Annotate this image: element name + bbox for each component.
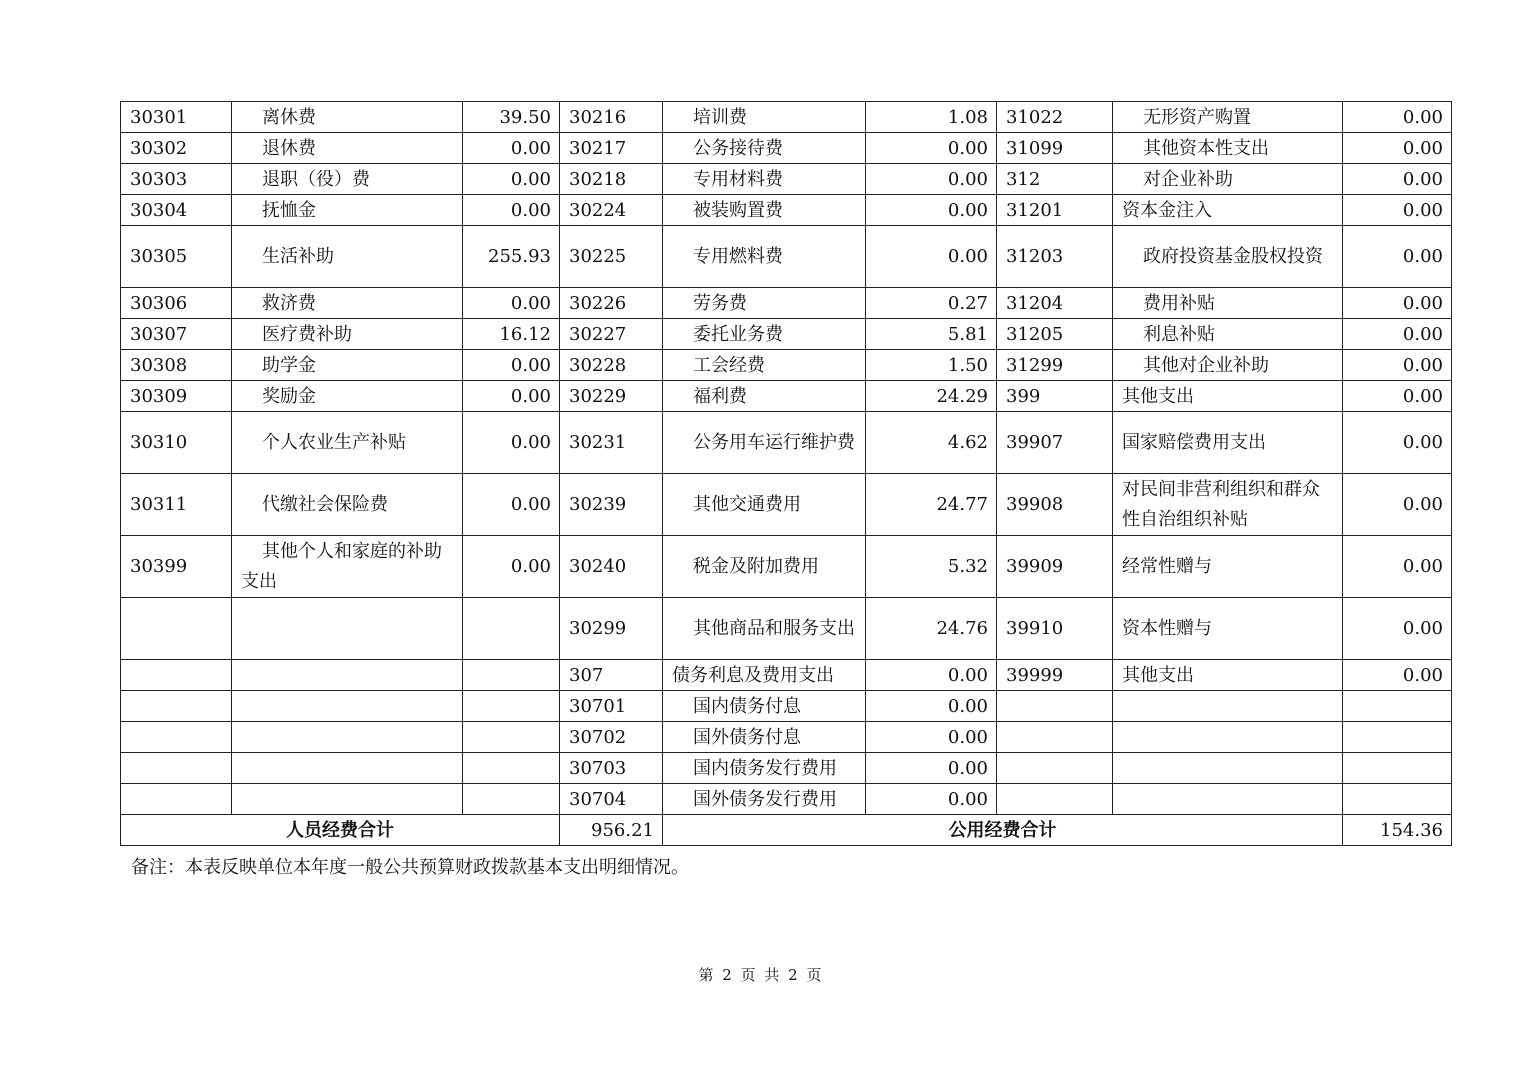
public-name-cell: 专用燃料费 [663, 226, 866, 288]
personnel-amount-cell: 0.00 [463, 288, 560, 319]
table-row [121, 598, 1452, 660]
public-code-cell: 30218 [560, 164, 663, 195]
public-amount-cell: 0.00 [866, 753, 997, 784]
public-amount-cell: 24.76 [866, 598, 997, 660]
personnel-amount-cell [463, 784, 560, 815]
table-row [121, 536, 1452, 598]
other-amount-cell: 0.00 [1343, 102, 1452, 133]
other-name-cell [1113, 691, 1343, 722]
other-code-cell [997, 691, 1113, 722]
other-code-cell: 39910 [997, 598, 1113, 660]
public-amount-cell: 0.00 [866, 133, 997, 164]
personnel-name-cell: 个人农业生产补贴 [232, 412, 463, 474]
other-name-cell: 对企业补助 [1113, 164, 1343, 195]
other-amount-cell [1343, 784, 1452, 815]
public-amount-cell: 5.32 [866, 536, 997, 598]
personnel-code-cell [121, 753, 232, 784]
personnel-code-cell: 30306 [121, 288, 232, 319]
public-name-cell: 专用材料费 [663, 164, 866, 195]
other-amount-cell: 0.00 [1343, 536, 1452, 598]
personnel-code-cell [121, 598, 232, 660]
personnel-code-cell: 30311 [121, 474, 232, 536]
public-amount-cell: 1.08 [866, 102, 997, 133]
other-amount-cell [1343, 722, 1452, 753]
public-code-cell: 30227 [560, 319, 663, 350]
public-code-cell: 30217 [560, 133, 663, 164]
public-name-cell: 公务用车运行维护费 [663, 412, 866, 474]
personnel-name-cell: 其他个人和家庭的补助支出 [232, 536, 463, 598]
personnel-amount-cell [463, 660, 560, 691]
personnel-amount-cell: 0.00 [463, 474, 560, 536]
table-row [121, 474, 1452, 536]
public-name-cell: 劳务费 [663, 288, 866, 319]
personnel-code-cell: 30399 [121, 536, 232, 598]
other-name-cell: 经常性赠与 [1113, 536, 1343, 598]
remark-note: 备注：本表反映单位本年度一般公共预算财政拨款基本支出明细情况。 [131, 857, 689, 878]
other-code-cell: 31299 [997, 350, 1113, 381]
table-row [121, 288, 1452, 319]
personnel-name-cell [232, 784, 463, 815]
personnel-amount-cell: 0.00 [463, 350, 560, 381]
personnel-amount-cell [463, 722, 560, 753]
public-code-cell: 30229 [560, 381, 663, 412]
personnel-code-cell [121, 722, 232, 753]
table-row [121, 226, 1452, 288]
other-code-cell: 31099 [997, 133, 1113, 164]
other-amount-cell: 0.00 [1343, 226, 1452, 288]
public-code-cell: 30702 [560, 722, 663, 753]
personnel-name-cell: 抚恤金 [232, 195, 463, 226]
table-body [121, 102, 1452, 846]
other-code-cell: 312 [997, 164, 1113, 195]
public-amount-cell: 0.00 [866, 164, 997, 195]
personnel-name-cell: 退职（役）费 [232, 164, 463, 195]
personnel-name-cell [232, 598, 463, 660]
public-total-value: 154.36 [1343, 815, 1452, 846]
personnel-code-cell: 30302 [121, 133, 232, 164]
other-code-cell: 399 [997, 381, 1113, 412]
public-code-cell: 30703 [560, 753, 663, 784]
personnel-code-cell [121, 784, 232, 815]
table-row [121, 195, 1452, 226]
personnel-name-cell: 救济费 [232, 288, 463, 319]
other-name-cell: 其他支出 [1113, 660, 1343, 691]
other-amount-cell [1343, 691, 1452, 722]
other-code-cell [997, 722, 1113, 753]
other-name-cell [1113, 753, 1343, 784]
personnel-code-cell: 30309 [121, 381, 232, 412]
public-name-cell: 其他商品和服务支出 [663, 598, 866, 660]
public-name-cell: 债务利息及费用支出 [663, 660, 866, 691]
other-name-cell [1113, 722, 1343, 753]
other-name-cell [1113, 784, 1343, 815]
other-name-cell: 资本金注入 [1113, 195, 1343, 226]
personnel-name-cell [232, 753, 463, 784]
public-code-cell: 30701 [560, 691, 663, 722]
other-amount-cell: 0.00 [1343, 660, 1452, 691]
public-name-cell: 国内债务发行费用 [663, 753, 866, 784]
public-name-cell: 委托业务费 [663, 319, 866, 350]
other-name-cell: 对民间非营利组织和群众性自治组织补贴 [1113, 474, 1343, 536]
public-code-cell: 30231 [560, 412, 663, 474]
public-name-cell: 被装购置费 [663, 195, 866, 226]
personnel-code-cell: 30308 [121, 350, 232, 381]
other-code-cell [997, 753, 1113, 784]
personnel-amount-cell: 16.12 [463, 319, 560, 350]
other-name-cell: 国家赔偿费用支出 [1113, 412, 1343, 474]
public-amount-cell: 0.00 [866, 660, 997, 691]
personnel-code-cell: 30304 [121, 195, 232, 226]
table-row [121, 164, 1452, 195]
public-name-cell: 国外债务发行费用 [663, 784, 866, 815]
public-name-cell: 税金及附加费用 [663, 536, 866, 598]
personnel-name-cell: 生活补助 [232, 226, 463, 288]
other-code-cell: 31204 [997, 288, 1113, 319]
public-name-cell: 培训费 [663, 102, 866, 133]
public-code-cell: 30228 [560, 350, 663, 381]
public-code-cell: 30299 [560, 598, 663, 660]
public-code-cell: 30224 [560, 195, 663, 226]
public-name-cell: 国外债务付息 [663, 722, 866, 753]
public-amount-cell: 0.27 [866, 288, 997, 319]
personnel-amount-cell: 0.00 [463, 133, 560, 164]
public-name-cell: 公务接待费 [663, 133, 866, 164]
personnel-code-cell [121, 691, 232, 722]
personnel-code-cell: 30303 [121, 164, 232, 195]
table-row [121, 784, 1452, 815]
other-name-cell: 费用补贴 [1113, 288, 1343, 319]
public-amount-cell: 0.00 [866, 722, 997, 753]
other-code-cell: 31022 [997, 102, 1113, 133]
public-amount-cell: 0.00 [866, 784, 997, 815]
other-name-cell: 资本性赠与 [1113, 598, 1343, 660]
personnel-amount-cell: 0.00 [463, 381, 560, 412]
other-code-cell: 39909 [997, 536, 1113, 598]
table-row [121, 412, 1452, 474]
other-name-cell: 其他支出 [1113, 381, 1343, 412]
public-amount-cell: 24.29 [866, 381, 997, 412]
public-name-cell: 其他交通费用 [663, 474, 866, 536]
public-amount-cell: 0.00 [866, 226, 997, 288]
other-code-cell [997, 784, 1113, 815]
personnel-code-cell: 30301 [121, 102, 232, 133]
personnel-amount-cell: 0.00 [463, 536, 560, 598]
public-total-label: 公用经费合计 [663, 815, 1343, 846]
personnel-code-cell: 30307 [121, 319, 232, 350]
personnel-amount-cell: 39.50 [463, 102, 560, 133]
personnel-name-cell [232, 691, 463, 722]
personnel-total-label: 人员经费合计 [121, 815, 560, 846]
other-name-cell: 无形资产购置 [1113, 102, 1343, 133]
other-name-cell: 利息补贴 [1113, 319, 1343, 350]
personnel-amount-cell: 0.00 [463, 195, 560, 226]
public-code-cell: 307 [560, 660, 663, 691]
table-row [121, 753, 1452, 784]
personnel-amount-cell: 0.00 [463, 412, 560, 474]
other-code-cell: 39907 [997, 412, 1113, 474]
total-row [121, 815, 1452, 846]
personnel-amount-cell [463, 691, 560, 722]
public-code-cell: 30239 [560, 474, 663, 536]
other-code-cell: 31203 [997, 226, 1113, 288]
personnel-name-cell [232, 660, 463, 691]
other-code-cell: 31205 [997, 319, 1113, 350]
public-name-cell: 国内债务付息 [663, 691, 866, 722]
table-row [121, 660, 1452, 691]
personnel-name-cell: 助学金 [232, 350, 463, 381]
personnel-name-cell: 退休费 [232, 133, 463, 164]
other-code-cell: 31201 [997, 195, 1113, 226]
other-amount-cell: 0.00 [1343, 133, 1452, 164]
other-amount-cell: 0.00 [1343, 288, 1452, 319]
personnel-name-cell: 医疗费补助 [232, 319, 463, 350]
personnel-amount-cell: 0.00 [463, 164, 560, 195]
public-amount-cell: 4.62 [866, 412, 997, 474]
expense-detail-table [120, 101, 1452, 846]
public-code-cell: 30240 [560, 536, 663, 598]
public-amount-cell: 1.50 [866, 350, 997, 381]
other-name-cell: 其他对企业补助 [1113, 350, 1343, 381]
personnel-amount-cell [463, 753, 560, 784]
personnel-name-cell: 奖励金 [232, 381, 463, 412]
personnel-amount-cell: 255.93 [463, 226, 560, 288]
other-amount-cell: 0.00 [1343, 412, 1452, 474]
personnel-name-cell: 离休费 [232, 102, 463, 133]
public-code-cell: 30704 [560, 784, 663, 815]
other-amount-cell: 0.00 [1343, 474, 1452, 536]
public-amount-cell: 0.00 [866, 691, 997, 722]
public-amount-cell: 0.00 [866, 195, 997, 226]
table-row [121, 133, 1452, 164]
personnel-code-cell: 30310 [121, 412, 232, 474]
personnel-code-cell [121, 660, 232, 691]
public-name-cell: 工会经费 [663, 350, 866, 381]
public-amount-cell: 5.81 [866, 319, 997, 350]
table-row [121, 691, 1452, 722]
page-number: 第 2 页 共 2 页 [698, 966, 822, 984]
table-row [121, 381, 1452, 412]
other-amount-cell: 0.00 [1343, 381, 1452, 412]
other-amount-cell: 0.00 [1343, 164, 1452, 195]
personnel-name-cell [232, 722, 463, 753]
public-code-cell: 30226 [560, 288, 663, 319]
public-amount-cell: 24.77 [866, 474, 997, 536]
personnel-code-cell: 30305 [121, 226, 232, 288]
other-name-cell: 其他资本性支出 [1113, 133, 1343, 164]
public-code-cell: 30216 [560, 102, 663, 133]
other-amount-cell: 0.00 [1343, 350, 1452, 381]
table-row [121, 350, 1452, 381]
personnel-name-cell: 代缴社会保险费 [232, 474, 463, 536]
other-amount-cell: 0.00 [1343, 598, 1452, 660]
other-code-cell: 39908 [997, 474, 1113, 536]
other-code-cell: 39999 [997, 660, 1113, 691]
public-name-cell: 福利费 [663, 381, 866, 412]
table-row [121, 102, 1452, 133]
table-row [121, 319, 1452, 350]
other-name-cell: 政府投资基金股权投资 [1113, 226, 1343, 288]
personnel-total-value: 956.21 [560, 815, 663, 846]
table-row [121, 722, 1452, 753]
public-code-cell: 30225 [560, 226, 663, 288]
other-amount-cell: 0.00 [1343, 319, 1452, 350]
personnel-amount-cell [463, 598, 560, 660]
other-amount-cell [1343, 753, 1452, 784]
other-amount-cell: 0.00 [1343, 195, 1452, 226]
